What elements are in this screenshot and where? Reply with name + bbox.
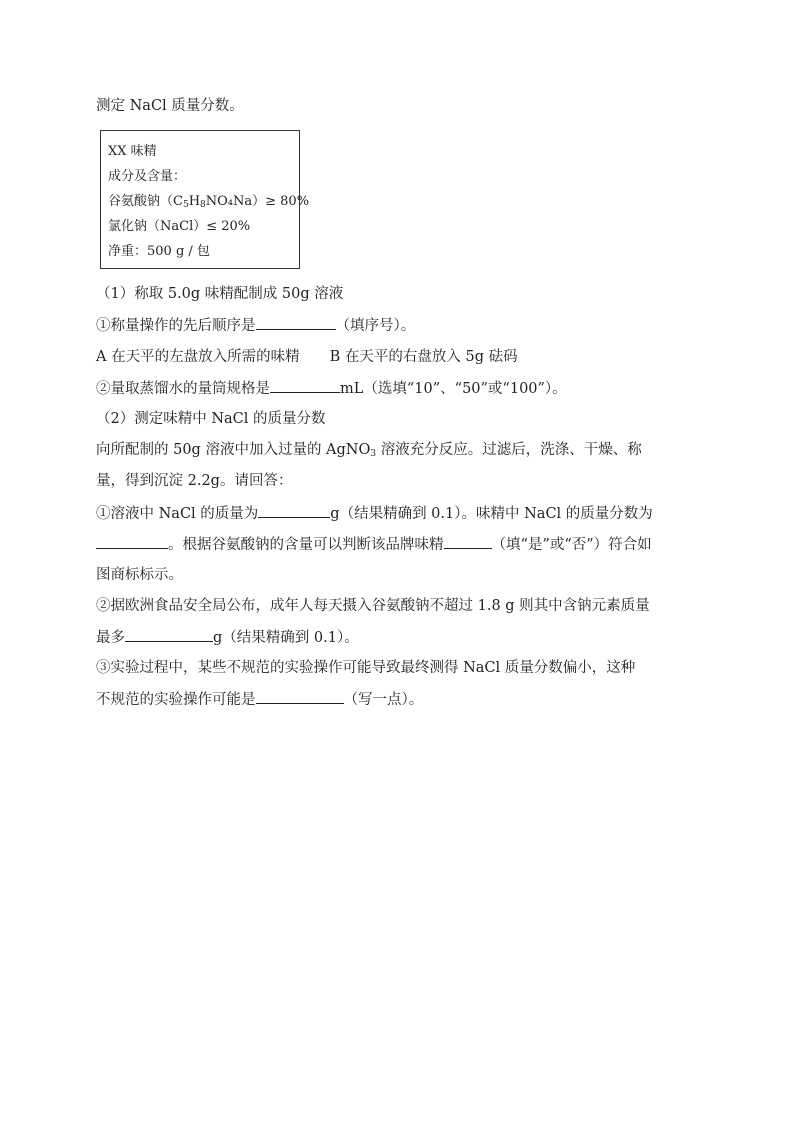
answer-blank[interactable] bbox=[256, 689, 344, 704]
label-item-nacl: 氯化钠（NaCl）≤ 20% bbox=[108, 219, 251, 234]
part1-q1: ①称量操作的先后顺序是 （填序号）。 bbox=[96, 315, 415, 336]
option-b: B 在天平的右盘放入 5g 砝码 bbox=[329, 349, 518, 365]
part2-heading: （2）测定味精中 NaCl 的质量分数 bbox=[96, 411, 326, 427]
label-brand: XX 味精 bbox=[108, 144, 157, 159]
answer-blank[interactable] bbox=[125, 627, 213, 642]
intro-text: 测定 NaCl 质量分数。 bbox=[96, 98, 244, 114]
label-item-msg: 谷氨酸钠$(C_5H_8NO_4Na)\ge 80\%$ bbox=[108, 194, 310, 210]
answer-blank[interactable] bbox=[444, 534, 492, 549]
part1-heading: （1）称取 5.0g 味精配制成 50g 溶液 bbox=[96, 286, 344, 302]
label-composition-heading: 成分及含量： bbox=[108, 169, 187, 184]
answer-blank[interactable] bbox=[256, 315, 336, 330]
part2-q1-line3: 图商标标示。 bbox=[96, 567, 183, 583]
part1-q2: ②量取蒸馏水的量筒规格是 mL（选填“10”、“50”或“100”）。 bbox=[96, 378, 567, 399]
part1-options bbox=[96, 347, 518, 367]
part2-q1-line2: 。根据谷氨酸钠的含量可以判断该品牌味精 （填“是”或“否”）符合如 bbox=[96, 534, 652, 555]
answer-blank[interactable] bbox=[270, 378, 340, 393]
part2-q2-line1: ②据欧洲食品安全局公布，成年人每天摄入谷氨酸钠不超过 1.8 g 则其中含钠元素质量 bbox=[96, 598, 650, 614]
part2-q2-line2: 最多 g（结果精确到 0.1）。 bbox=[96, 627, 359, 648]
answer-blank[interactable] bbox=[258, 503, 330, 518]
label-net-weight: 净重：500 g / 包 bbox=[108, 244, 210, 259]
answer-blank[interactable] bbox=[96, 534, 168, 549]
part2-desc-line1: 向所配制的 50g 溶液中加入过量的 AgNO$_3$ 溶液充分反应。过滤后，洗涤、干燥、称 bbox=[96, 442, 642, 459]
part2-desc-line2: 量，得到沉淀 2.2g。请回答： bbox=[96, 473, 293, 489]
option-a: A 在天平的左盘放入所需的味精 bbox=[96, 349, 300, 365]
part2-q1-line1: ①溶液中 NaCl 的质量为 g（结果精确到 0.1）。味精中 NaCl 的质量分数为 bbox=[96, 503, 653, 524]
part2-q3-line1: ③实验过程中，某些不规范的实验操作可能导致最终测得 NaCl 质量分数偏小，这种 bbox=[96, 660, 636, 676]
part2-q3-line2: 不规范的实验操作可能是 （写一点）。 bbox=[96, 689, 423, 710]
product-label bbox=[100, 130, 310, 269]
